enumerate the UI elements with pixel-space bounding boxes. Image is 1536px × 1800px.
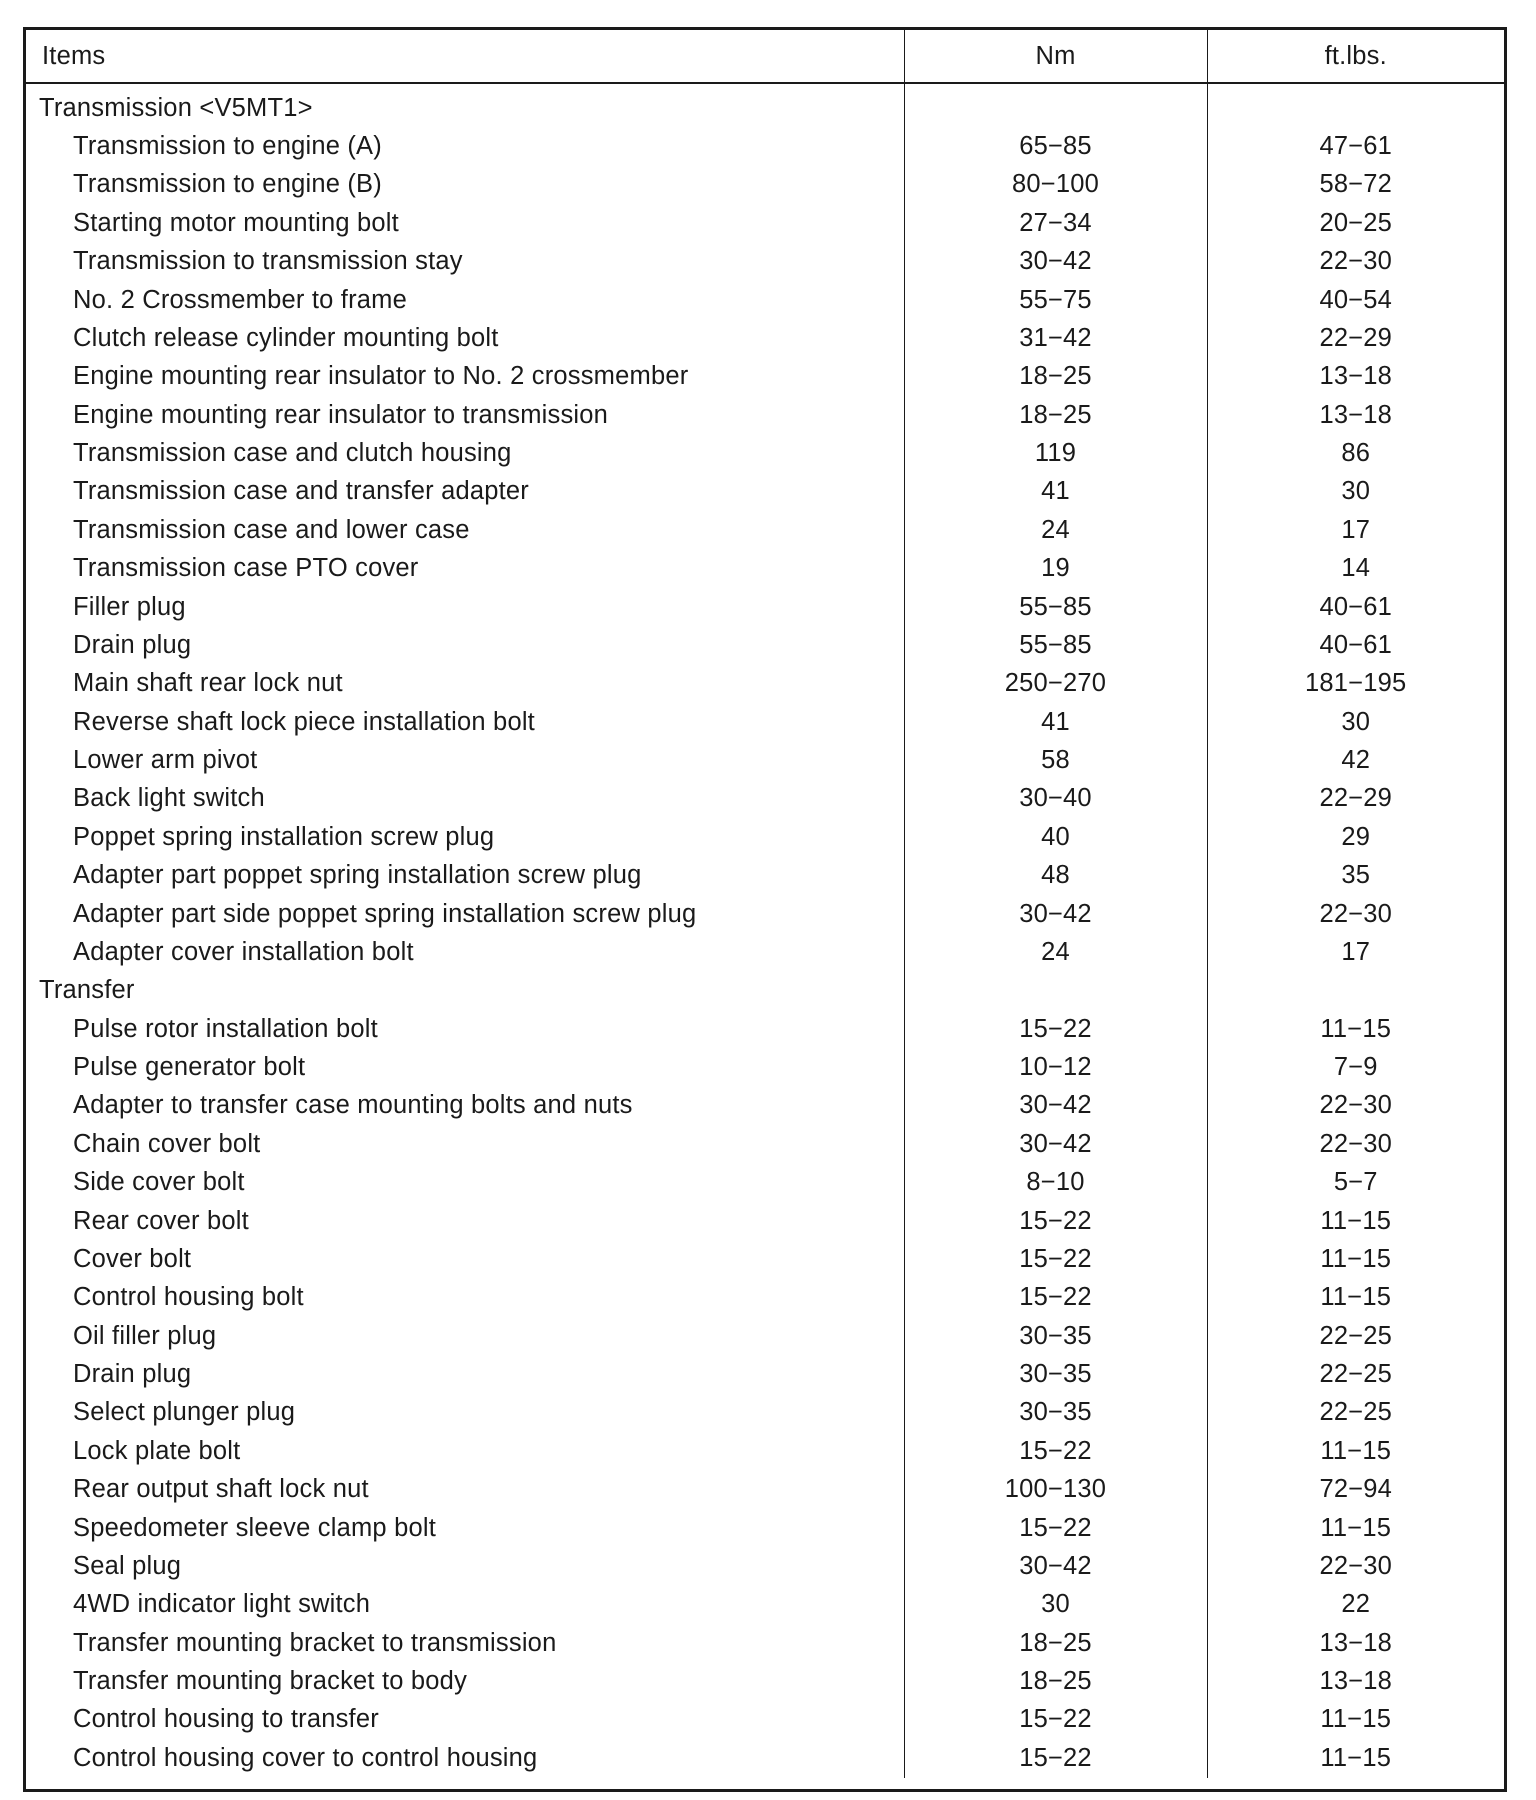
cell-ftlbs: 72−94 [1319,1475,1393,1504]
cell-nm: 250−270 [904,665,1207,703]
cell-item: Transfer [26,972,904,1010]
cell-nm: 19 [904,550,1207,588]
section-row [26,83,1504,127]
table-row [26,818,1504,856]
cell-ftlbs: 13−18 [1319,400,1393,429]
cell-nm: 30−40 [904,780,1207,818]
cell-item: Reverse shaft lock piece installation bolt [26,703,904,741]
cell-item: Transmission case and clutch housing [26,434,904,472]
cell-ftlbs: 13−18 [1319,1628,1393,1657]
table-row [26,1432,1504,1470]
section-row [26,972,1504,1010]
cell-nm: 30−42 [904,1547,1207,1585]
cell-item: Transmission case and lower case [26,511,904,549]
cell-ftlbs: 35 [1341,861,1371,890]
torque-spec-sheet [23,27,1507,1792]
cell-nm: 30−35 [904,1317,1207,1355]
table-row [26,1547,1504,1585]
cell-nm: 15−22 [904,1202,1207,1240]
cell-item: Adapter cover installation bolt [26,933,904,971]
cell-nm: 8−10 [904,1164,1207,1202]
cell-item: Drain plug [26,1355,904,1393]
cell-ftlbs: 22−30 [1319,247,1393,276]
cell-item: Clutch release cylinder mounting bolt [26,319,904,357]
cell-ftlbs: 11−15 [1320,1283,1392,1312]
table-row [26,127,1504,165]
cell-ftlbs: 22 [1341,1590,1371,1619]
table-row [26,473,1504,511]
table-row [26,1394,1504,1432]
table-row [26,1279,1504,1317]
cell-ftlbs: 22−25 [1319,1360,1393,1389]
table-row [26,434,1504,472]
cell-ftlbs: 181−195 [1305,669,1407,698]
cell-nm: 15−22 [904,1701,1207,1739]
cell-nm: 18−25 [904,358,1207,396]
table-row [26,511,1504,549]
table-row [26,933,1504,971]
cell-item: Rear cover bolt [26,1202,904,1240]
cell-nm: 15−22 [904,1240,1207,1278]
table-row [26,588,1504,626]
table-row [26,204,1504,242]
cell-ftlbs: 17 [1341,515,1371,544]
cell-nm: 15−22 [904,1432,1207,1470]
cell-ftlbs: 22−30 [1319,1091,1393,1120]
table-row [26,550,1504,588]
cell-item: Adapter part side poppet spring installation screw plug [26,895,904,933]
cell-nm: 100−130 [904,1471,1207,1509]
cell-nm: 30−35 [904,1355,1207,1393]
cell-nm: 30−42 [904,1087,1207,1125]
cell-item: Transfer mounting bracket to body [26,1662,904,1700]
cell-ftlbs: 86 [1341,439,1371,468]
cell-item: Transmission case PTO cover [26,550,904,588]
cell-nm: 30−42 [904,243,1207,281]
cell-item: Adapter part poppet spring installation screw plug [26,857,904,895]
cell-ftlbs: 40−54 [1319,285,1393,314]
cell-ftlbs: 22−29 [1319,784,1393,813]
cell-item: Transfer mounting bracket to transmission [26,1624,904,1662]
table-row [26,780,1504,818]
cell-nm: 55−85 [904,626,1207,664]
cell-nm: 41 [904,703,1207,741]
cell-nm: 15−22 [904,1509,1207,1547]
table-row [26,243,1504,281]
cell-nm: 18−25 [904,1624,1207,1662]
table-row [26,1164,1504,1202]
cell-ftlbs: 29 [1341,822,1371,851]
table-row [26,1087,1504,1125]
cell-nm: 65−85 [904,127,1207,165]
cell-nm: 30−42 [904,895,1207,933]
header-items: Items [26,30,904,83]
cell-ftlbs: 22−25 [1319,1321,1393,1350]
cell-nm: 30 [904,1586,1207,1624]
cell-nm: 10−12 [904,1048,1207,1086]
cell-item: Pulse rotor installation bolt [26,1010,904,1048]
cell-item: 4WD indicator light switch [26,1586,904,1624]
cell-item: Adapter to transfer case mounting bolts and nuts [26,1087,904,1125]
table-row [26,665,1504,703]
cell-item: Lower arm pivot [26,741,904,779]
cell-nm: 30−42 [904,1125,1207,1163]
cell-nm: 27−34 [904,204,1207,242]
table-row [26,1739,1504,1777]
cell-ftlbs: 22−25 [1319,1398,1393,1427]
cell-nm: 31−42 [904,319,1207,357]
cell-nm: 48 [904,857,1207,895]
cell-nm: 15−22 [904,1279,1207,1317]
cell-ftlbs: 5−7 [1333,1168,1378,1197]
cell-nm: 55−85 [904,588,1207,626]
cell-ftlbs [1207,972,1504,1010]
cell-item: Seal plug [26,1547,904,1585]
cell-nm: 80−100 [904,166,1207,204]
cell-item: Back light switch [26,780,904,818]
table-row [26,319,1504,357]
cell-item: Side cover bolt [26,1164,904,1202]
cell-nm: 30−35 [904,1394,1207,1432]
cell-item: Starting motor mounting bolt [26,204,904,242]
table-row [26,1355,1504,1393]
cell-ftlbs: 22−30 [1319,899,1393,928]
cell-ftlbs: 11−15 [1320,1705,1392,1734]
cell-item: Control housing bolt [26,1279,904,1317]
cell-item: Pulse generator bolt [26,1048,904,1086]
table-body [26,83,1504,1778]
cell-nm: 41 [904,473,1207,511]
cell-nm: 24 [904,511,1207,549]
cell-item: Engine mounting rear insulator to transmission [26,396,904,434]
cell-nm: 15−22 [904,1739,1207,1777]
cell-ftlbs: 14 [1341,554,1371,583]
cell-ftlbs: 13−18 [1319,1667,1393,1696]
cell-ftlbs: 47−61 [1319,132,1393,161]
cell-ftlbs: 40−61 [1319,592,1393,621]
cell-item: Transmission to engine (B) [26,166,904,204]
table-row [26,741,1504,779]
cell-item: Filler plug [26,588,904,626]
cell-item: Transmission case and transfer adapter [26,473,904,511]
cell-ftlbs: 7−9 [1333,1053,1378,1082]
table-row [26,703,1504,741]
cell-nm [904,972,1207,1010]
cell-item: Transmission to transmission stay [26,243,904,281]
cell-ftlbs: 22−30 [1319,1551,1393,1580]
cell-item: Speedometer sleeve clamp bolt [26,1509,904,1547]
table-row [26,1048,1504,1086]
cell-ftlbs: 11−15 [1320,1513,1392,1542]
cell-item: Lock plate bolt [26,1432,904,1470]
cell-nm [904,83,1207,127]
cell-item: Engine mounting rear insulator to No. 2 crossmember [26,358,904,396]
cell-ftlbs: 13−18 [1319,362,1393,391]
cell-ftlbs: 17 [1341,937,1371,966]
cell-item: Chain cover bolt [26,1125,904,1163]
header-nm: Nm [904,30,1207,83]
cell-ftlbs: 30 [1341,477,1371,506]
table-row [26,1471,1504,1509]
cell-ftlbs: 40−61 [1319,630,1393,659]
cell-nm: 18−25 [904,1662,1207,1700]
cell-item: Select plunger plug [26,1394,904,1432]
cell-nm: 15−22 [904,1010,1207,1048]
torque-spec-table [26,30,1504,1778]
cell-ftlbs: 11−15 [1320,1743,1392,1772]
cell-nm: 24 [904,933,1207,971]
cell-nm: 58 [904,741,1207,779]
table-row [26,1662,1504,1700]
table-row [26,857,1504,895]
cell-item: Rear output shaft lock nut [26,1471,904,1509]
table-row [26,1125,1504,1163]
cell-item: Cover bolt [26,1240,904,1278]
table-row [26,626,1504,664]
table-row [26,895,1504,933]
cell-nm: 18−25 [904,396,1207,434]
table-row [26,166,1504,204]
cell-item: Main shaft rear lock nut [26,665,904,703]
cell-ftlbs: 22−30 [1319,1129,1393,1158]
table-row [26,1586,1504,1624]
cell-ftlbs: 20−25 [1319,208,1393,237]
cell-item: Control housing to transfer [26,1701,904,1739]
cell-nm: 40 [904,818,1207,856]
table-row [26,1240,1504,1278]
cell-ftlbs: 58−72 [1319,170,1393,199]
table-row [26,1317,1504,1355]
cell-nm: 119 [904,434,1207,472]
cell-item: Transmission <V5MT1> [26,83,904,127]
table-row [26,1202,1504,1240]
header-ftlbs: ft.lbs. [1207,30,1504,83]
cell-ftlbs: 22−29 [1319,323,1393,352]
cell-ftlbs: 11−15 [1320,1206,1392,1235]
table-row [26,396,1504,434]
table-row [26,1701,1504,1739]
table-row [26,281,1504,319]
table-row [26,1010,1504,1048]
cell-item: Drain plug [26,626,904,664]
table-row [26,1624,1504,1662]
header-row [26,30,1504,83]
cell-nm: 55−75 [904,281,1207,319]
cell-item: Poppet spring installation screw plug [26,818,904,856]
cell-ftlbs: 11−15 [1320,1436,1392,1465]
table-row [26,1509,1504,1547]
cell-ftlbs: 42 [1341,746,1371,775]
cell-item: Oil filler plug [26,1317,904,1355]
cell-ftlbs [1207,83,1504,127]
cell-item: No. 2 Crossmember to frame [26,281,904,319]
cell-item: Transmission to engine (A) [26,127,904,165]
cell-ftlbs: 30 [1341,707,1371,736]
table-header [26,30,1504,83]
cell-ftlbs: 11−15 [1320,1014,1392,1043]
table-row [26,358,1504,396]
cell-ftlbs: 11−15 [1320,1244,1392,1273]
cell-item: Control housing cover to control housing [26,1739,904,1777]
